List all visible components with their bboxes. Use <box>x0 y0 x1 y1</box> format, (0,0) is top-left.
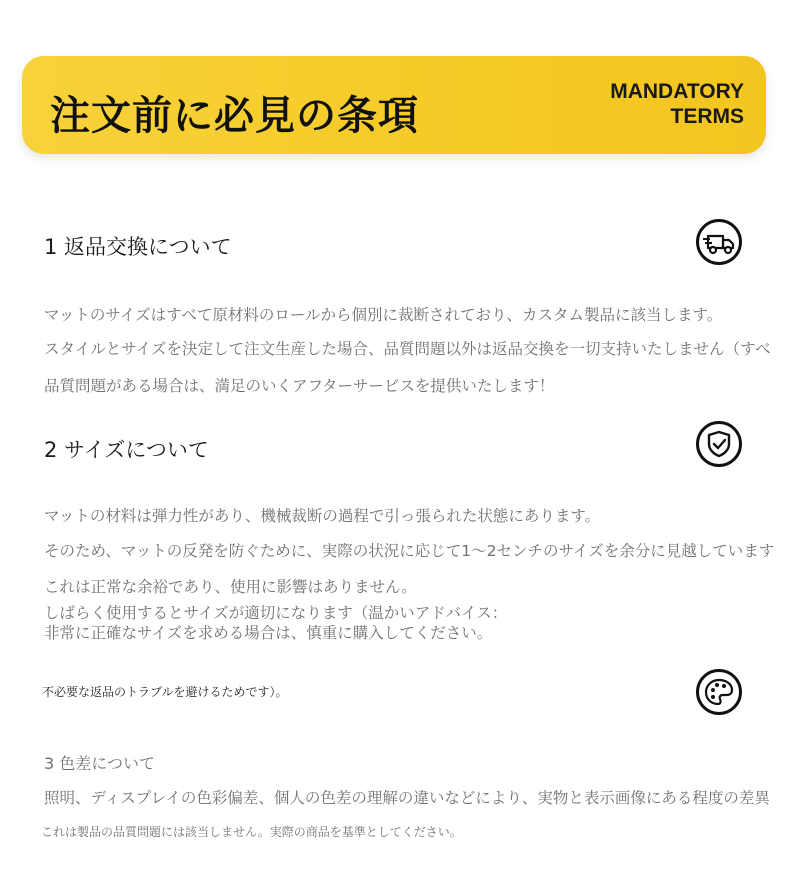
section-1-line-3: 品質問題がある場合は、満足のいくアフターサービスを提供いたします！ <box>44 377 555 395</box>
banner-en-line1: MANDATORY <box>610 80 744 103</box>
section-2-line-4: しばらく使用するとサイズが適切になります（温かいアドバイス： <box>44 604 508 622</box>
section-2-note: 不必要な返品のトラブルを避けるためです）。 <box>42 685 288 699</box>
banner-en-line2: TERMS <box>670 105 744 128</box>
terms-banner <box>22 56 766 154</box>
section-3-heading: 3 色差について <box>44 754 155 773</box>
section-1-heading: 1 返品交換について <box>44 235 232 259</box>
palette-icon <box>696 669 742 715</box>
banner-english-title <box>610 79 744 129</box>
section-2-line-2: そのため、マットの反発を防ぐために、実際の状況に応じて1〜2センチのサイズを余分に見越しています <box>44 542 775 560</box>
section-1-line-2: スタイルとサイズを決定して注文生産した場合、品質問題以外は返品交換を一切支持いたしません（すべ <box>44 340 771 358</box>
section-2-line-3: これは正常な余裕であり、使用に影響はありません。 <box>44 578 417 596</box>
banner-title: 注文前に必見の条項 <box>50 93 419 139</box>
shield-check-icon <box>696 421 742 467</box>
delivery-truck-icon <box>696 219 742 265</box>
section-2-line-1: マットの材料は弾力性があり、機械裁断の過程で引っ張られた状態にあります。 <box>44 507 601 525</box>
section-2-line-5: 非常に正確なサイズを求める場合は、慎重に購入してください。 <box>44 624 493 642</box>
section-3-line-1: 照明、ディスプレイの色彩偏差、個人の色差の理解の違いなどにより、実物と表示画像にある程度の差異 <box>44 789 770 807</box>
section-1-line-1: マットのサイズはすべて原材料のロールから個別に裁断されており、カスタム製品に該当します。 <box>44 306 723 324</box>
section-2-heading: 2 サイズについて <box>44 438 209 462</box>
section-3-note: これは製品の品質問題には該当しません。実際の商品を基準としてください。 <box>41 825 462 839</box>
